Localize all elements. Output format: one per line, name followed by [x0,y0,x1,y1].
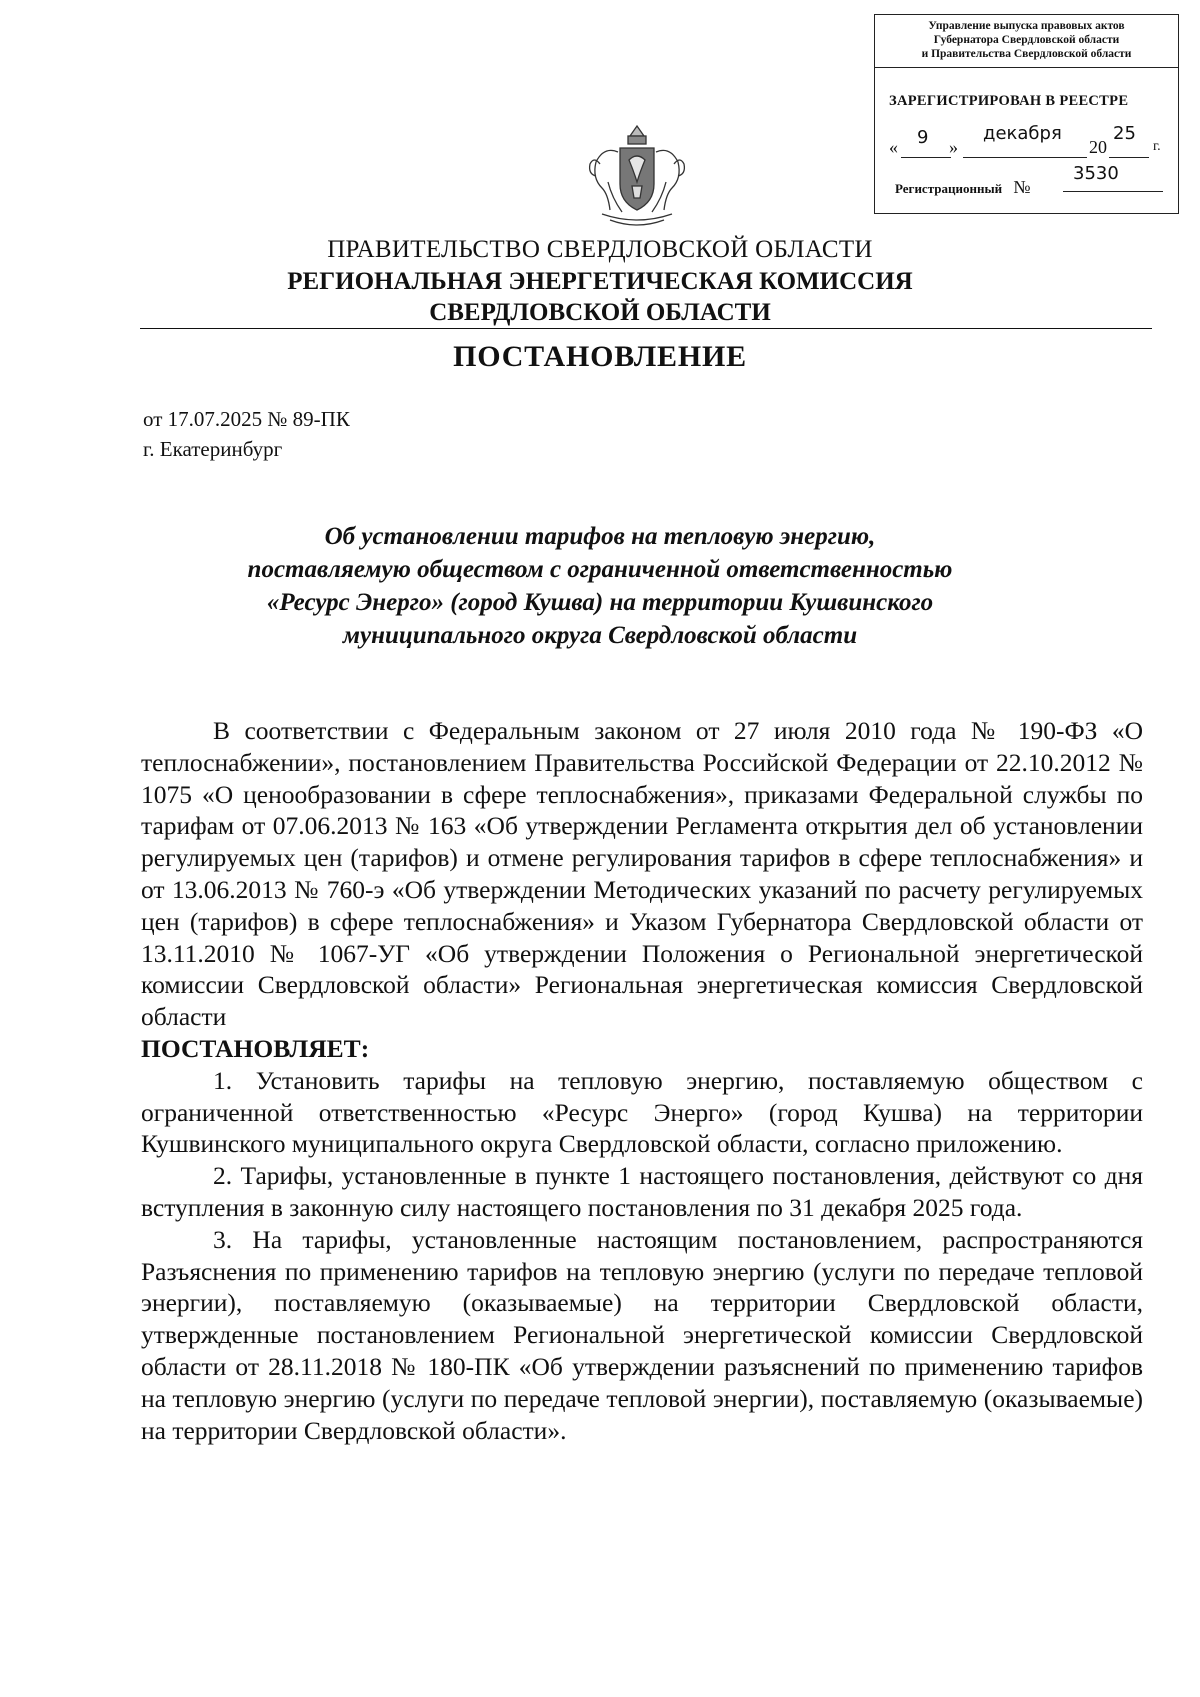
stamp-year-prefix: 20 [1089,137,1107,157]
document-body [141,715,1143,1446]
document-date-number: от 17.07.2025 № 89-ПК [143,407,350,431]
commission-title-line1: РЕГИОНАЛЬНАЯ ЭНЕРГЕТИЧЕСКАЯ КОМИССИЯ [287,268,913,295]
registration-stamp [874,14,1179,214]
stamp-number-row [895,163,1119,198]
stamp-quote-open: « [889,137,898,157]
resolve-heading: ПОСТАНОВЛЯЕТ: [141,1033,370,1063]
title-line: Об установлении тарифов на тепловую энергию, [324,523,876,550]
title-line: муниципального округа Свердловской области [342,622,858,649]
title-line: «Ресурс Энерго» (город Кушва) на территории Кушвинского [266,589,934,616]
stamp-header-line: Губернатора Свердловской области [933,34,1120,46]
stamp-quote-close: » [949,137,958,157]
stamp-year-suffix: 25 [1113,123,1136,144]
stamp-header-line: Управление выпуска правовых актов [928,20,1125,32]
clause-2: 2. Тарифы, установленные в пункте 1 настоящего постановления, действуют со дня вступления в законную силу настоящего постановления по 31 декабря 2025 года. [141,1161,1143,1222]
stamp-day: 9 [917,127,929,148]
stamp-number-label: Регистрационный [895,181,1003,196]
coat-of-arms-icon [582,122,692,230]
header-divider [140,328,1152,329]
stamp-number: 3530 [1073,163,1119,184]
clause-3: 3. На тарифы, установленные настоящим постановлением, распространяются Разъяснения по применению тарифов на тепловую энергию (услуги по передаче тепловой энергии), поставляемую (оказываемые) на территории Свердловской области, утвержденные постановлением Региональной энергетической комиссии Свердловской области от 28.11.2018 № 180-ПК «Об утверждении разъяснений по применению тарифов на тепловую энергию (услуги по передаче тепловой энергии), поставляемую (оказываемые) на территории Свердловской области». [141,1224,1143,1445]
document-title [0,520,1200,652]
stamp-month: декабря [983,123,1062,144]
stamp-registered-label: ЗАРЕГИСТРИРОВАН В РЕЕСТРЕ [889,93,1129,109]
preamble-paragraph: В соответствии с Федеральным законом от 27 июля 2010 года № 190-ФЗ «О теплоснабжении», постановлением Правительства Российской Федерации от 22.10.2012 № 1075 «О ценообразовании в сфере теплоснабжения», приказами Федеральной службы по тарифам от 07.06.2013 № 163 «Об утверждении Регламента открытия дел об установлении регулируемых цен (тарифов) и отмене регулирования тарифов в сфере теплоснабжения» и от 13.06.2013 № 760-э «Об утверждении Методических указаний по расчету регулируемых цен (тарифов) в сфере теплоснабжения» и Указом Губернатора Свердловской области от 13.11.2010 № 1067-УГ «Об утверждении Положения о Региональной энергетической комиссии Свердловской области» Региональная энергетическая комиссия Свердловской области [141,716,1143,1032]
document-meta [143,404,350,464]
clause-1: 1. Установить тарифы на тепловую энергию, поставляемую обществом с ограниченной ответственностью «Ресурс Энерго» (город Кушва) на территории Кушвинского муниципального округа Свердловской области, согласно приложению. [141,1065,1143,1159]
title-line: поставляемую обществом с ограниченной ответственностью [247,556,953,583]
stamp-header [875,15,1178,68]
stamp-year-unit: г. [1153,139,1161,154]
stamp-header-line: и Правительства Свердловской области [921,48,1132,60]
document-type: ПОСТАНОВЛЕНИЕ [453,340,747,373]
stamp-date [889,123,1169,161]
commission-title-line2: СВЕРДЛОВСКОЙ ОБЛАСТИ [429,299,771,326]
government-title: ПРАВИТЕЛЬСТВО СВЕРДЛОВСКОЙ ОБЛАСТИ [327,236,873,263]
stamp-number-sign: № [1013,177,1031,197]
document-city: г. Екатеринбург [143,437,283,461]
